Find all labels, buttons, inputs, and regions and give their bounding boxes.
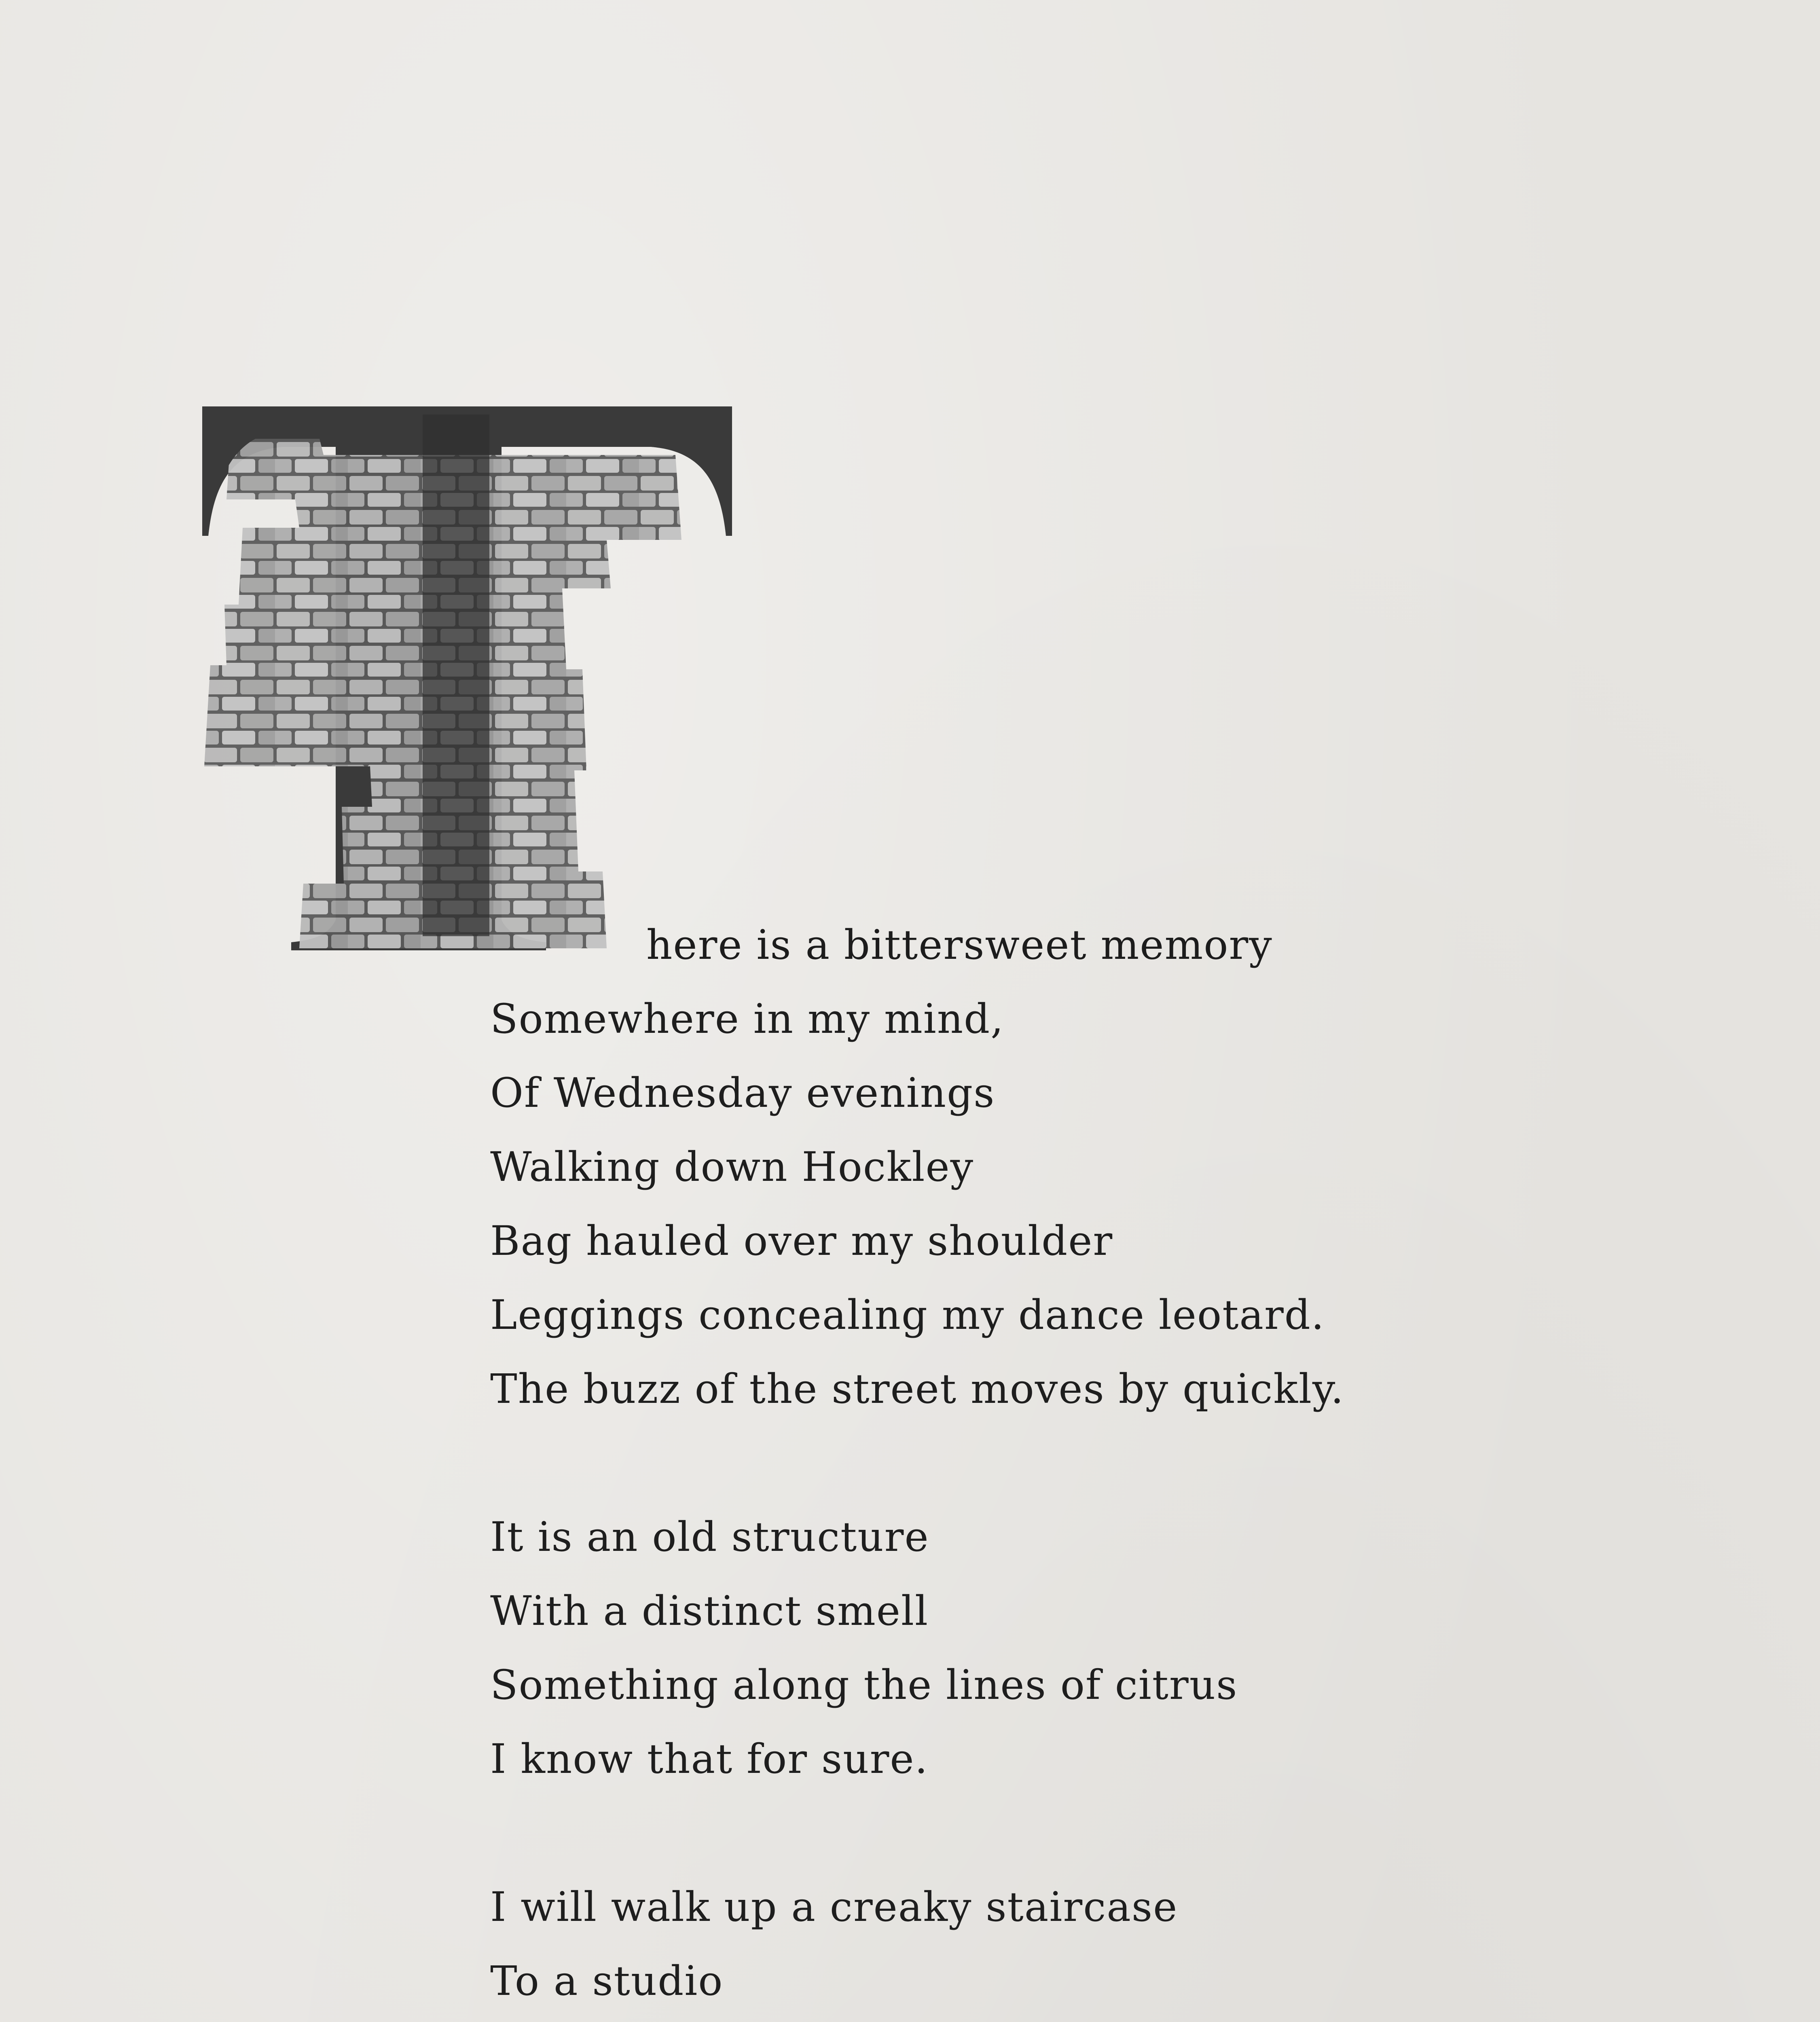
poem-line: To a studio xyxy=(490,1957,724,2005)
poem-line: Something along the lines of citrus xyxy=(490,1661,1238,1709)
poem-line: The buzz of the street moves by quickly. xyxy=(490,1365,1344,1413)
poem-line: I know that for sure. xyxy=(490,1735,929,1783)
poem-line-spacer xyxy=(490,908,1513,982)
stanza-break xyxy=(490,1426,1513,1500)
poem-line: Leggings concealing my dance leotard. xyxy=(490,1291,1325,1339)
stanza-break xyxy=(490,1796,1513,1870)
drop-cap-brick-t xyxy=(202,406,736,950)
poem-body xyxy=(490,908,1513,2022)
poem-first-line: here is a bittersweet memory xyxy=(646,921,1273,969)
poem-line: Somewhere in my mind, xyxy=(490,995,1004,1043)
poem-line xyxy=(490,2018,1513,2022)
poem-line: Walking down Hockley xyxy=(490,1143,974,1191)
poem-line: With a distinct smell xyxy=(490,1587,929,1635)
poem-line: I will walk up a creaky staircase xyxy=(490,1883,1178,1931)
poem-line: Of Wednesday evenings xyxy=(490,1069,995,1117)
poem-line: Bag hauled over my shoulder xyxy=(490,1217,1113,1265)
poem-line: It is an old structure xyxy=(490,1513,929,1561)
